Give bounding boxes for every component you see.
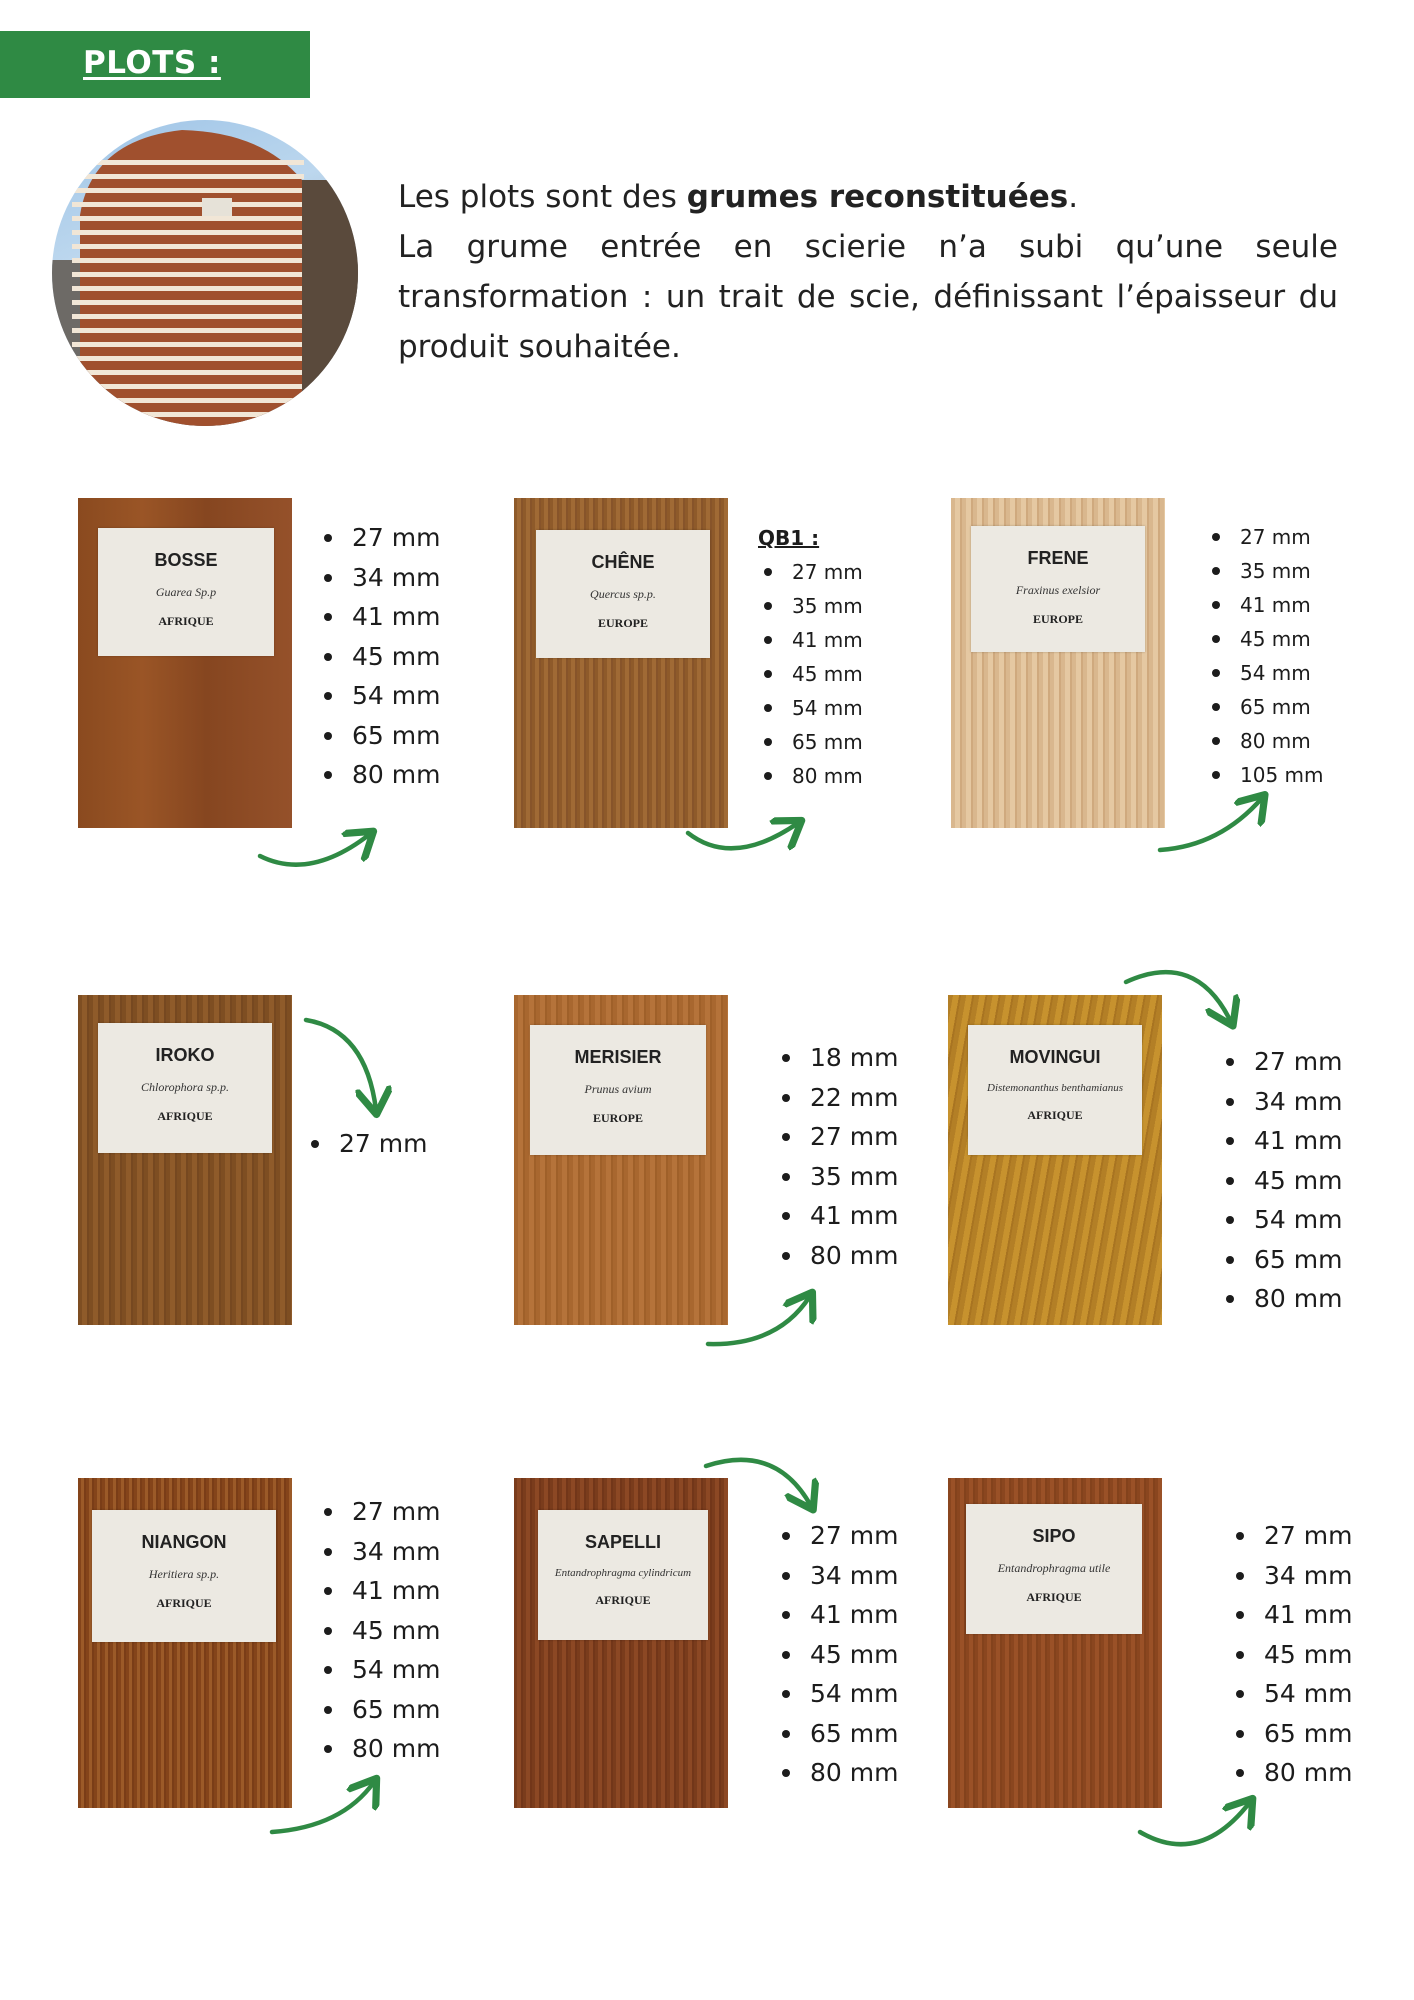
thickness-item: 54 mm	[758, 691, 863, 725]
thickness-item: 34 mm	[318, 558, 440, 598]
wood-name: MOVINGUI	[1009, 1047, 1101, 1067]
thickness-list	[776, 1516, 898, 1793]
thickness-list	[758, 555, 863, 793]
curved-arrow-icon	[1126, 970, 1236, 1030]
wood-name: SIPO	[1032, 1526, 1076, 1546]
thickness-item: 45 mm	[1230, 1635, 1352, 1675]
wood-label	[536, 530, 710, 658]
wood-origin: AFRIQUE	[156, 1596, 212, 1610]
thickness-item: 80 mm	[1206, 724, 1324, 758]
thickness-item: 54 mm	[776, 1674, 898, 1714]
wood-sample-sipo	[948, 1478, 1162, 1808]
thickness-item: 54 mm	[1230, 1674, 1352, 1714]
wood-sample-niangon	[78, 1478, 292, 1808]
thickness-list	[1220, 1042, 1342, 1319]
thickness-item: 65 mm	[776, 1714, 898, 1754]
thickness-item: 80 mm	[1230, 1753, 1352, 1793]
stacked-lumber-photo	[52, 120, 358, 426]
thickness-item: 45 mm	[318, 1611, 440, 1651]
wood-sample-merisier	[514, 995, 728, 1325]
thickness-list	[318, 1492, 440, 1769]
thickness-item: 41 mm	[1230, 1595, 1352, 1635]
thickness-item: 65 mm	[1230, 1714, 1352, 1754]
thickness-item: 41 mm	[318, 1571, 440, 1611]
wood-label	[92, 1510, 276, 1642]
thickness-item: 54 mm	[318, 1650, 440, 1690]
thickness-list	[776, 1038, 898, 1275]
wood-label	[538, 1510, 708, 1640]
thickness-item: 27 mm	[305, 1124, 427, 1164]
thickness-item: 34 mm	[776, 1556, 898, 1596]
thickness-item: 41 mm	[776, 1196, 898, 1236]
thickness-item: 27 mm	[318, 1492, 440, 1532]
thickness-item: 22 mm	[776, 1078, 898, 1118]
thickness-list	[305, 1124, 427, 1164]
section-title: PLOTS :	[83, 45, 221, 81]
intro-paragraph	[398, 172, 1338, 372]
thickness-item: 34 mm	[1230, 1556, 1352, 1596]
section-header-band	[0, 31, 310, 98]
wood-name: SAPELLI	[584, 1532, 661, 1552]
thickness-item: 27 mm	[776, 1117, 898, 1157]
curved-arrow-icon	[1160, 798, 1270, 858]
wood-name: NIANGON	[141, 1532, 227, 1552]
thickness-item: 27 mm	[776, 1516, 898, 1556]
wood-label	[530, 1025, 706, 1155]
thickness-item: 27 mm	[318, 518, 440, 558]
thickness-item: 41 mm	[318, 597, 440, 637]
thickness-item: 34 mm	[318, 1532, 440, 1572]
wood-species: Guarea Sp.p	[155, 585, 217, 599]
thickness-item: 45 mm	[758, 657, 863, 691]
wood-name: IROKO	[155, 1045, 215, 1065]
curved-arrow-icon	[306, 1020, 386, 1120]
wood-name: FRENE	[1027, 548, 1089, 568]
wood-species: Heritiera sp.p.	[148, 1567, 220, 1581]
thickness-item: 27 mm	[758, 555, 863, 589]
thickness-item: 80 mm	[776, 1753, 898, 1793]
thickness-item: 18 mm	[776, 1038, 898, 1078]
intro-bold-term: grumes reconstituées	[686, 179, 1069, 215]
wood-label	[98, 1023, 272, 1153]
thickness-item: 80 mm	[776, 1236, 898, 1276]
wood-origin: EUROPE	[592, 1111, 643, 1125]
thickness-item: 54 mm	[1206, 656, 1324, 690]
curved-arrow-icon	[706, 1458, 816, 1513]
thickness-item: 45 mm	[1220, 1161, 1342, 1201]
wood-sample-frene	[951, 498, 1165, 828]
wood-sample-sapelli	[514, 1478, 728, 1808]
wood-species: Prunus avium	[584, 1082, 652, 1096]
wood-label	[966, 1504, 1142, 1634]
wood-name: CHÊNE	[591, 552, 655, 572]
thickness-item: 41 mm	[1206, 588, 1324, 622]
wood-origin: AFRIQUE	[157, 1109, 213, 1123]
thickness-item: 35 mm	[776, 1157, 898, 1197]
wood-sample-chene	[514, 498, 728, 828]
thickness-item: 65 mm	[1206, 690, 1324, 724]
wood-origin: AFRIQUE	[1027, 1108, 1083, 1122]
wood-sample-bosse	[78, 498, 292, 828]
thickness-item: 27 mm	[1206, 520, 1324, 554]
thickness-item: 54 mm	[1220, 1200, 1342, 1240]
wood-species: Entandrophragma cylindricum	[554, 1567, 692, 1579]
wood-origin: AFRIQUE	[1026, 1590, 1082, 1604]
wood-sample-iroko	[78, 995, 292, 1325]
thickness-item: 80 mm	[318, 755, 440, 795]
thickness-list	[318, 518, 440, 795]
wood-label	[971, 526, 1145, 652]
intro-text-start: Les plots sont des	[398, 179, 687, 215]
curved-arrow-icon	[1140, 1802, 1260, 1867]
wood-species: Quercus sp.p.	[590, 587, 656, 601]
thickness-item: 65 mm	[318, 1690, 440, 1730]
curved-arrow-icon	[688, 823, 808, 873]
lumber-stack-illustration	[52, 120, 358, 426]
thickness-item: 80 mm	[758, 759, 863, 793]
curved-arrow-icon	[708, 1296, 818, 1356]
curved-arrow-icon	[260, 826, 380, 886]
thickness-item: 34 mm	[1220, 1082, 1342, 1122]
wood-species: Chlorophora sp.p.	[141, 1080, 229, 1094]
thickness-item: 65 mm	[1220, 1240, 1342, 1280]
wood-label	[968, 1025, 1142, 1155]
wood-label	[98, 528, 274, 656]
thickness-item: 35 mm	[1206, 554, 1324, 588]
thickness-item: 41 mm	[776, 1595, 898, 1635]
thickness-item: 41 mm	[758, 623, 863, 657]
intro-text-end: . La grume entrée en scierie n’a subi qu’une seule transformation : un trait de scie, définissant l’épaisseur du produit souhaitée.	[398, 179, 1338, 365]
curved-arrow-icon	[272, 1782, 382, 1842]
thickness-item: 27 mm	[1230, 1516, 1352, 1556]
thickness-item: 65 mm	[318, 716, 440, 756]
wood-origin: AFRIQUE	[595, 1593, 651, 1607]
thickness-item: 80 mm	[1220, 1279, 1342, 1319]
wood-species: Entandrophragma utile	[997, 1561, 1111, 1575]
thickness-list	[1206, 520, 1324, 792]
thickness-item: 80 mm	[318, 1729, 440, 1769]
thickness-item: 45 mm	[1206, 622, 1324, 656]
wood-origin: AFRIQUE	[158, 614, 214, 628]
thickness-item: 45 mm	[776, 1635, 898, 1675]
thickness-list	[1230, 1516, 1352, 1793]
wood-origin: EUROPE	[597, 616, 648, 630]
thickness-item: 45 mm	[318, 637, 440, 677]
wood-species: Fraxinus exelsior	[1015, 583, 1101, 597]
wood-name: MERISIER	[574, 1047, 662, 1067]
wood-sample-movingui	[948, 995, 1162, 1325]
thickness-item: 27 mm	[1220, 1042, 1342, 1082]
thickness-item: 35 mm	[758, 589, 863, 623]
thickness-item: 54 mm	[318, 676, 440, 716]
wood-origin: EUROPE	[1032, 612, 1083, 626]
wood-species: Distemonanthus benthamianus	[987, 1082, 1123, 1094]
grade-note: QB1 :	[758, 526, 820, 550]
thickness-item: 41 mm	[1220, 1121, 1342, 1161]
thickness-item: 105 mm	[1206, 758, 1324, 792]
thickness-item: 65 mm	[758, 725, 863, 759]
wood-name: BOSSE	[154, 550, 218, 570]
